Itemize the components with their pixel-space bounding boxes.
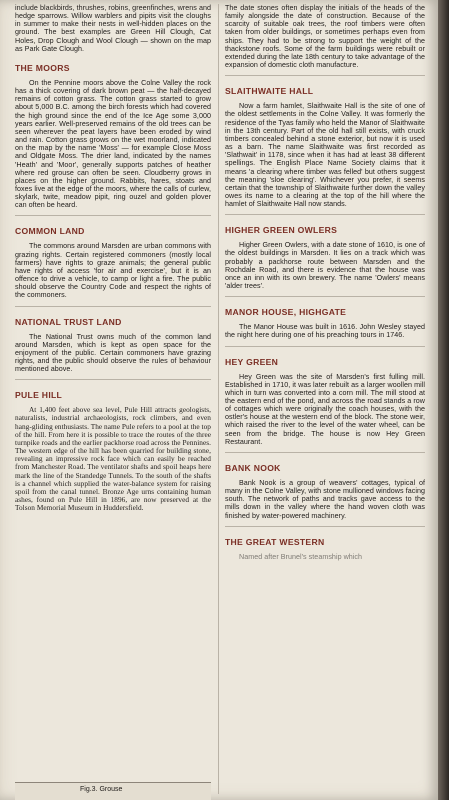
section-divider — [225, 214, 425, 215]
section-divider — [225, 296, 425, 297]
section-divider — [225, 526, 425, 527]
slaithwaite-hall-heading: SLAITHWAITE HALL — [225, 86, 314, 97]
higher-green-owlers-heading: HIGHER GREEN OWLERS — [225, 225, 338, 236]
national-trust-paragraph: The National Trust owns much of the common land around Marsden, which is kept as open space for the enjoyment of the public. Certain commoners have grazing rights, and the public should observe the rules of behaviour mentioned above. — [15, 332, 211, 374]
right-column — [225, 4, 425, 567]
page-edge-shadow — [438, 0, 449, 800]
section-divider — [15, 306, 211, 307]
section-divider — [225, 452, 425, 453]
section-divider — [225, 346, 425, 347]
national-trust-heading: NATIONAL TRUST LAND — [15, 316, 122, 327]
manor-house-heading: MANOR HOUSE, HIGHGATE — [225, 307, 347, 318]
higher-green-owlers-paragraph: Higher Green Owlers, with a date stone of 1610, is one of the oldest buildings in Marsden. It lies on a track which was probably a packhorse route between Marsden and the Rochdale Road, and there is evidence that the house was once an inn with its own brewery. The name 'Owlers' means 'alder trees'. — [225, 241, 425, 291]
bank-nook-paragraph: Bank Nook is a group of weavers' cottages, typical of many in the Colne Valley, with stone mullioned windows facing south. The network of paths and tracks gave access to the mills down in the valley where the hand woven cloth was finished by water-powered machinery. — [225, 478, 425, 520]
great-western-heading: THE GREAT WESTERN — [225, 536, 325, 547]
section-divider — [225, 75, 425, 76]
moors-paragraph: On the Pennine moors above the Colne Valley the rock has a thick covering of dark brown peat — the half-decayed remains of cotton grass. The cotton grass started to grow about 5,000 B.C. among the birch forests which had covered the high ground since the end of the Ice Age some 3,000 years earlier. Well-preserved remains of the old trees can be seen wherever the peat layers have been eroded by wind and rain. Cotton grass grows on the wet moorland, indicated on the map by the name 'Moss' — for example Close Moss and Oldgate Moss. The drier land, indicated by the names 'Heath' and 'Moor', generally supports patches of heather where red grouse can often be seen. Cloudberry grows in places on the higher ground. Rabbits, hares, stoats and foxes live at the edge of the moors, where the calls of curlew, skylark, twite, meadow pipit, ring ouzel and golden plover can often be heard. — [15, 78, 211, 210]
hey-green-heading: HEY GREEN — [225, 356, 279, 367]
common-land-heading: COMMON LAND — [15, 226, 85, 237]
birds-paragraph: include blackbirds, thrushes, robins, greenfinches, wrens and hedge sparrows. Willow warblers and pipits visit the cloughs in summer to make their nests in well-hidden places on the ground. The best examples are Green Hill Clough, Cat Holes, Drop Clough and Wool Clough — shown on the map as Park Gate Clough. — [15, 4, 211, 53]
section-divider — [15, 379, 211, 380]
left-column — [15, 4, 211, 518]
great-western-paragraph: Named after Brunel's steamship which — [239, 552, 363, 561]
pule-hill-heading: PULE HILL — [15, 390, 63, 401]
pule-hill-paragraph: At 1,400 feet above sea level, Pule Hill attracts geologists, naturalists, industrial archaeologists, rock climbers, and even hang-gliding enthusiasts. The name Pule refers to a pool at the top of the hill. From here it is possible to trace the routes of the three turnpike roads and the earlier packhorse road across the Pennines. The western edge of the hill has been quarried for building stone, revealing an impressive rock face which can easily be reached from Manchester Road. The ventilator shafts and spoil heaps here mark the line of the Standedge Tunnels. To the south of the shafts is a channel which supplied the water-balance system for raising spoil from the canal tunnel. Bronze Age urns containing human ashes, found on Pule Hill in 1896, are now preserved at the Tolson Memorial Museum in Huddersfield. — [15, 405, 211, 513]
date-stones-paragraph: The date stones often display the initials of the heads of the family alongside the date of construction. Because of the scarcity of suitable oak trees, the roof timbers were often taken from older buildings, or sometimes perhaps even from ships. They had to be strong to support the weight of the thackstone roofs. Some of the farm buildings were rebuilt or extended during the late 18th century to take advantage of the expansion of domestic cloth manufacture. — [225, 4, 425, 70]
manor-house-paragraph: The Manor House was built in 1616. John Wesley stayed the night here during one of his preaching tours in 1746. — [225, 323, 425, 340]
common-land-paragraph: The commons around Marsden are urban commons with grazing rights. Certain registered commoners (mostly local farmers) have rights to graze animals; the general public have rights of access 'for air and exercise', but it is an offence to drive a vehicle, to camp or light a fire. The public should observe the Country Code and respect the rights of the commoners. — [15, 242, 211, 300]
hey-green-paragraph: Hey Green was the site of Marsden's first fulling mill. Established in 1710, it was later rebuilt as a larger woollen mill which in turn was converted into a corn mill. The mill stood at the eastern end of the pond, and across the road stands a row of cottages which were originally the coach houses, with the ostler's house at the western end of the block. The stone weir, which raised the river to the level of the water wheel, can be seen from the bridge. The house is now Hey Green Restaurant. — [225, 372, 425, 446]
figure-caption: Fig.3. Grouse — [80, 786, 123, 793]
slaithwaite-hall-paragraph: Now a farm hamlet, Slaithwaite Hall is the site of one of the oldest settlements in the Colne Valley. It was formerly the residence of the Tyas family who held the Manor of Slaithwaite in the 13th century. Part of the old hall still exists, with cruck timbers concealed behind a stone exterior, but now it is used as a barn. The name Slaithwaite was first recorded as 'Slathwait' in 1178, since when it has had at least 38 different spellings. The English Place Name Society claims that it means 'a clearing where timber was felled' but others suggest the meaning 'sloe clearing'. Whichever you prefer, it seems certain that the township of Slaithwaite further down the valley owes its name to a clearing at the top of the hill where the hamlet of Slaithwaite Hall now stands. — [225, 102, 426, 209]
moors-heading: THE MOORS — [15, 62, 70, 73]
bank-nook-heading: BANK NOOK — [225, 462, 281, 473]
column-divider — [218, 4, 219, 794]
section-divider — [15, 215, 211, 216]
